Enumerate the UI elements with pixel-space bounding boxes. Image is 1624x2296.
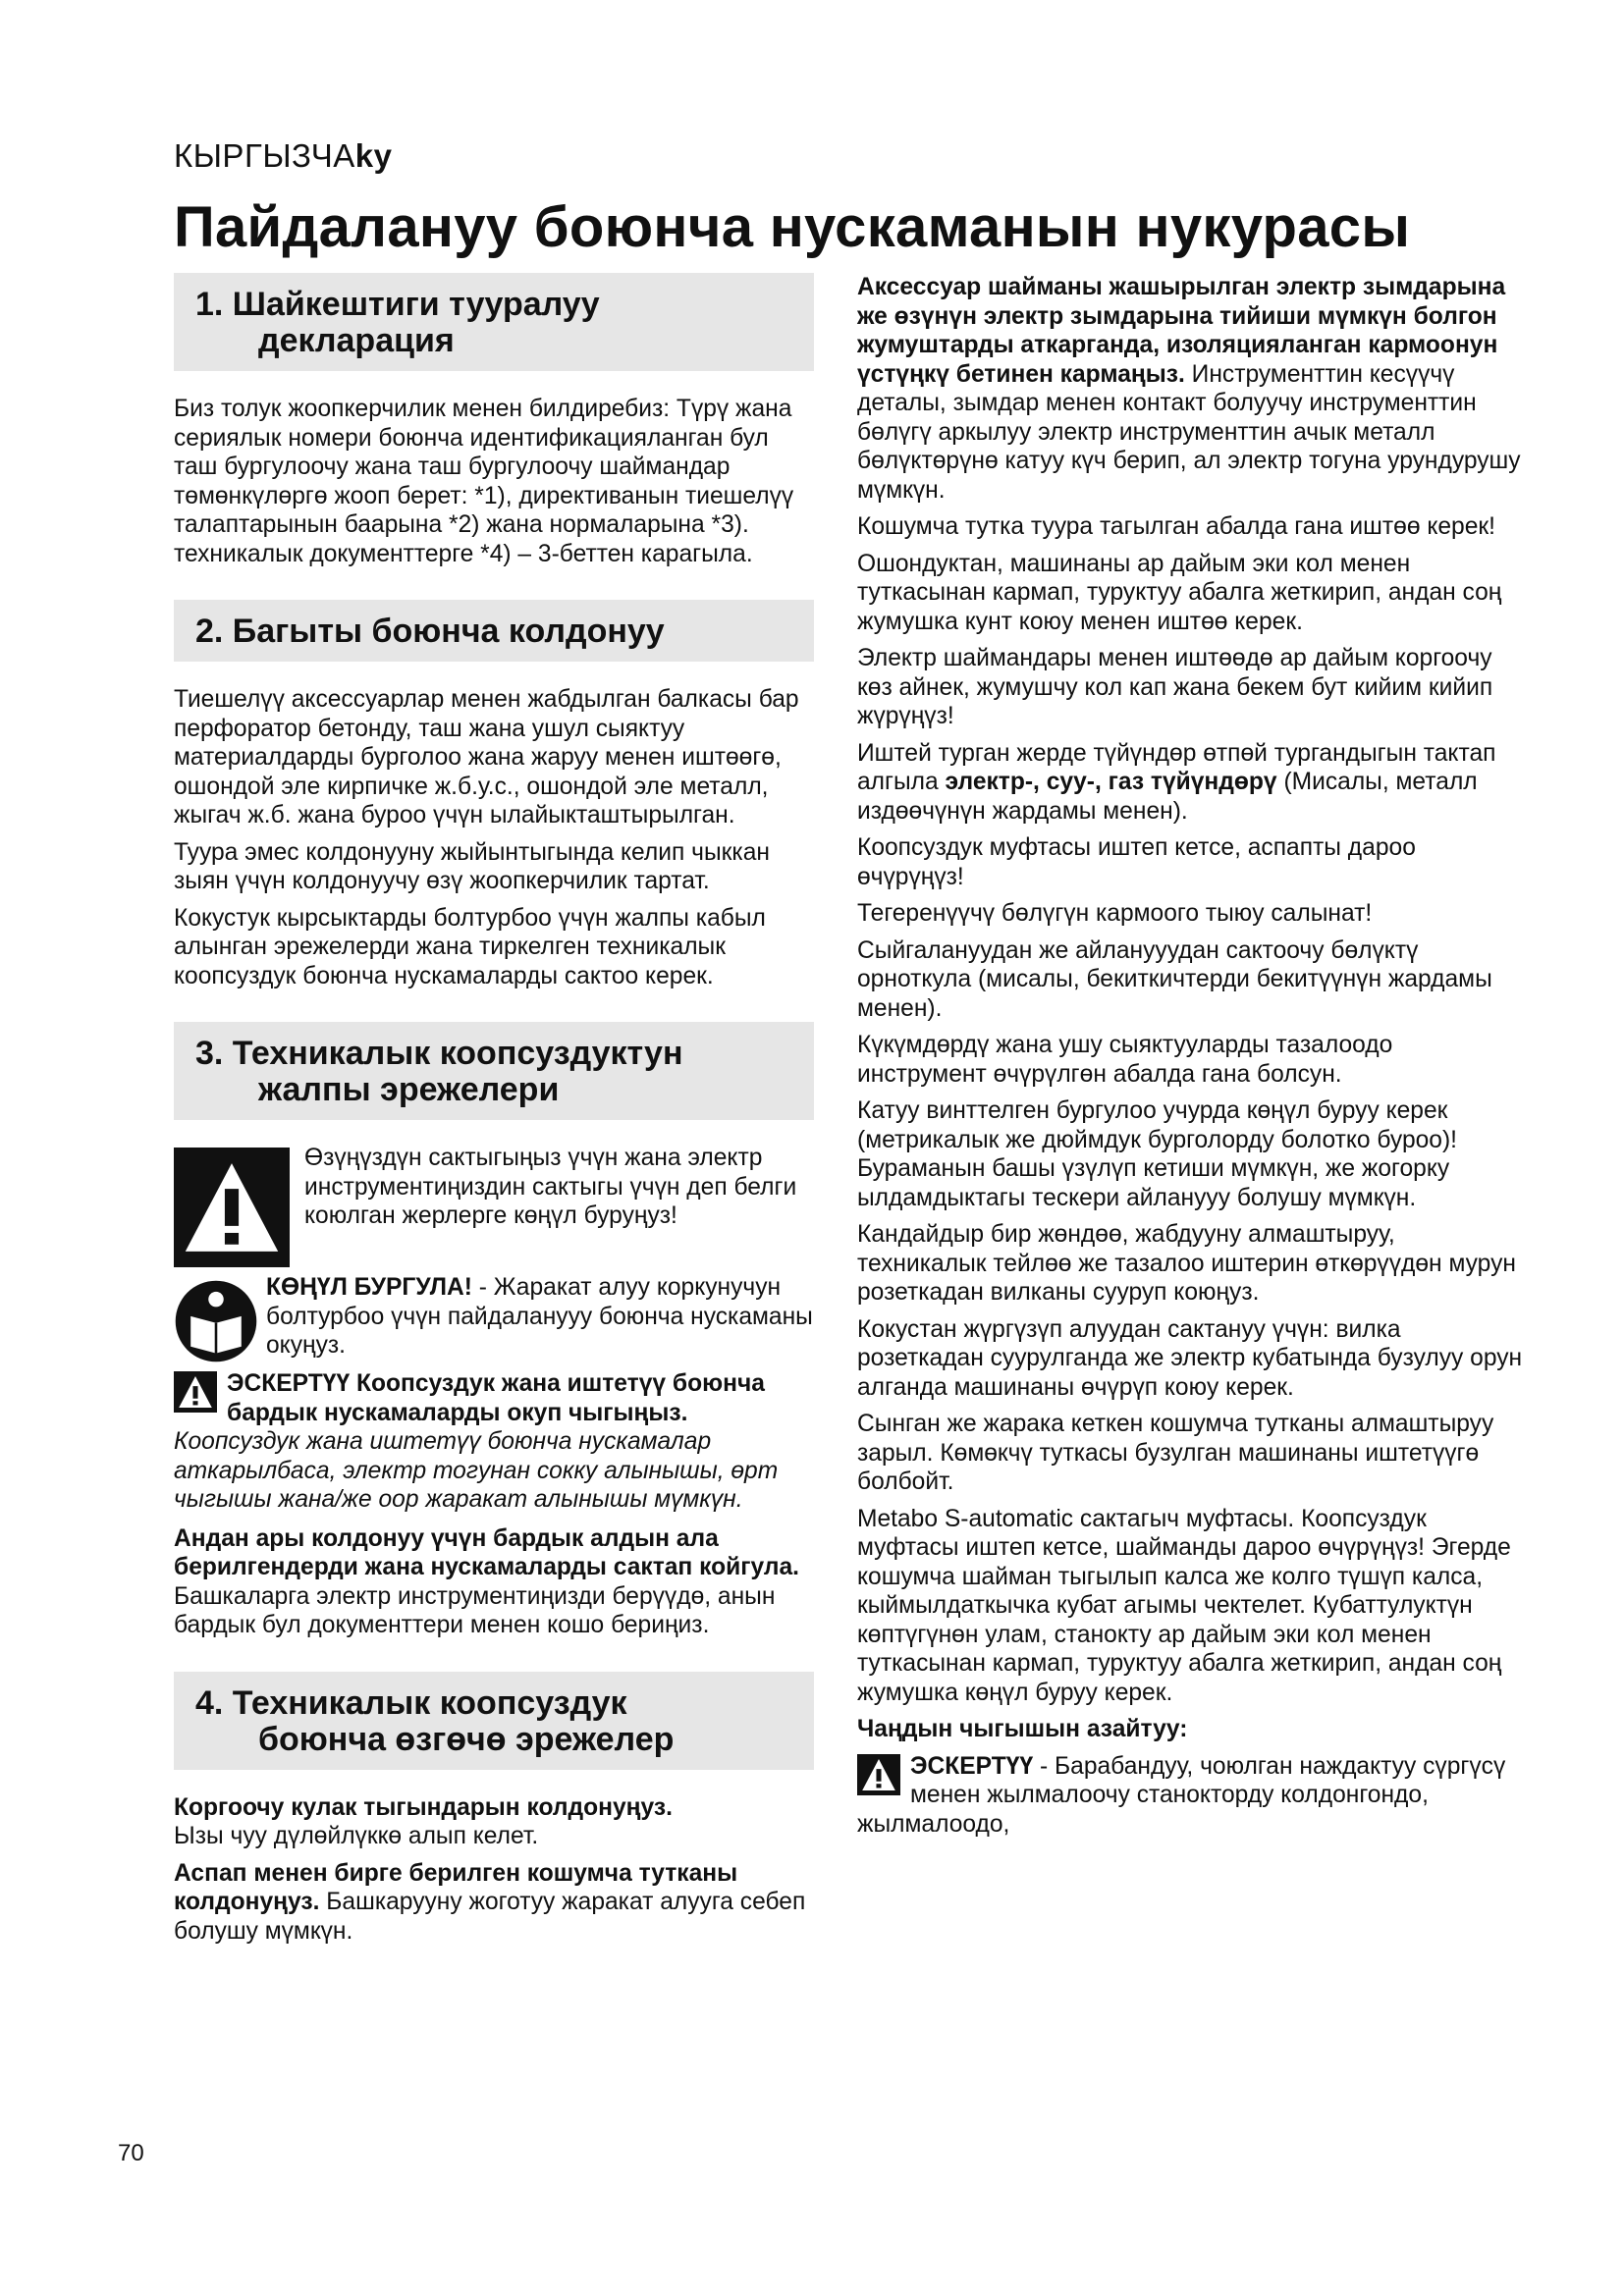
right-text-14: Metabo S-automatic сактагыч муфтасы. Коопсуздук муфтасы иштеп кетсе, шайманды дароо өчүрүңүз! Эгерде кошумча шайман тыгылып калса же колго түшүп калса, кыймылдаткычка кубат агымы чектелет. Кубаттулуктүн көптүгүнөн улам, станокту ар дайым эки кол менен туткасынан кармап, туруктуу абалга жеткирип, андан соң жумушка көңүл буруу керек.	[857, 1505, 1511, 1706]
right-text-7: Тегеренүүчү бөлүгүн кармоого тыюу салынат!	[857, 900, 1373, 927]
warning-triangle-icon	[174, 1148, 290, 1267]
intended-use-text-2: Туура эмес колдонууну жыйынтыгында келип чыккан зыян үчүн колдонуучу өзү жоопкерчилик тартат.	[174, 838, 770, 894]
left-column	[174, 273, 814, 1953]
page-title: Пайдалануу боюнча нускаманын нукурасы	[174, 195, 1411, 259]
right-text-3: Ошондуктан, машинаны ар дайым эки кол менен туткасынан кармап, туруктуу абалга жеткирип, андан соң жумушка кунт коюу менен иштөө керек.	[857, 550, 1502, 635]
read-manual-block	[174, 1273, 814, 1363]
page-number: 70	[118, 2140, 144, 2166]
right-text-13: Сынган же жарака кеткен кошумча тутканы алмаштыруу зарыл. Көмөкчү туткасы бузулган машинаны иштетүүгө болбойт.	[857, 1411, 1494, 1495]
right-text-10: Катуу винттелген бургулоо учурда көңүл буруу керек (метрикалык же дюймдук бурголорду болотко буроо)! Бураманын башы үзүлүп кетиши мүмкүн, же жогорку ылдамдыктагы тескери айланууу болушу мүмкүн.	[857, 1097, 1458, 1211]
right-text-1: Аксессуар шайманы жашырылган электр зымдарына же өзүнүн электр зымдарына тийиши мүмкүн болгон жумуштарды аткарганда, изоляцияланган кармоонун үстүңкү бетинен кармаңыз. Инструменттин кесүүчү деталы, зымдар менен контакт болуучу инструменттин бөлүгү аркылуу электр инструменттин ачык металл бөлүктөрүнө катуу күч берип, ал электр тогуна урундурушу мүмкүн.	[857, 274, 1521, 504]
right-text-11: Кандайдыр бир жөндөө, жабдууну алмаштыруу, техникалык тейлөө же тазалоо иштерин өткөрүүдөн мурун розеткадан вилканы сууруп коюңуз.	[857, 1221, 1516, 1306]
warning-block: ЭСКЕРТҮҮ Коопсуздук жана иштетүү боюнча бардык нускамаларды окуп чыгыңыз. Коопсуздук жана иштетүү боюнча нускамалар аткарылбаса, электр тогунан сокку алынышы, өрт чыгышы жана/же оор жаракат алынышы мүмкүн.	[174, 1370, 779, 1513]
intended-use-text-3: Кокустук кырсыктарды болтурбоо үчүн жалпы кабыл алынган эрежелерди жана тиркелген техникалык коопсуздук боюнча нускамаларды сактоо керек.	[174, 904, 766, 989]
handle-text: Аспап менен бирге берилген кошумча тутканы колдонуңуз. Башкарууну жоготуу жаракат алууга себеп болушу мүмкүн.	[174, 1859, 806, 1945]
section-heading-3: 3. Техникалык коопсуздуктун жалпы эрежелери	[174, 1022, 814, 1120]
section-heading-2: 2. Багыты боюнча колдонуу	[174, 600, 814, 662]
read-manual-text: КӨҢҮЛ БУРГУЛА! - Жаракат алуу коркунучун болтурбоо үчүн пайдаланууу боюнча нускаманы окуңуз.	[266, 1274, 813, 1359]
right-text-8: Сыйгалануудан же айланууудан сактоочу бөлүктү орноткула (мисалы, бекиткичтерди бекитүүнүн жардамы менен).	[857, 936, 1492, 1022]
section-heading-4: 4. Техникалык коопсуздук боюнча өзгөчө эрежелер	[174, 1672, 814, 1770]
keep-instructions-heading: Андан ары колдонуу үчүн бардык алдын ала берилгендерди жана нускамаларды сактап койгула.	[174, 1524, 799, 1580]
language-label: КЫРГЫЗЧАky	[174, 137, 393, 174]
right-text-4: Электр шаймандары менен иштөөдө ар дайым коргоочу көз айнек, жумушчу кол кап жана бекем бут кийим кийип жүрүңүз!	[857, 645, 1493, 729]
read-manual-icon	[174, 1279, 258, 1363]
keep-instructions-text: Башкаларга электр инструментиңизди берүүдө, анын бардык бул документтери менен кошо бериңиз.	[174, 1582, 776, 1638]
right-column	[857, 273, 1527, 1839]
warning-small-icon	[857, 1754, 900, 1795]
right-text-6: Коопсуздук муфтасы иштеп кетсе, аспапты дароо өчүрүңүз!	[857, 834, 1416, 890]
dust-warning-block: ЭСКЕРТҮҮ - Барабандуу, чоюлган наждактуу сүргүсү менен жылмалоочу станокторду колдонгондо, жылмалоодо,	[857, 1752, 1506, 1838]
right-text-5: Иштей турган жерде түйүндөр өтпөй тургандыгын тактап алгыла электр-, суу-, газ түйүндөрү (Мисалы, металл издөөчүнүн жардамы менен).	[857, 739, 1496, 825]
declaration-text: Биз толук жоопкерчилик менен билдиребиз: Түрү жана сериялык номери боюнча идентификацияланган бул таш бургулоочу жана таш бургулоочу шаймандар төмөнкүлөргө жооп берет: *1), директиванын тиешелүү талаптарынын баарына *2) жана нормаларына *3). техникалык документтерге *4) – 3-беттен карагыла.	[174, 396, 794, 567]
safety-note-block	[174, 1144, 814, 1267]
warning-small-icon	[174, 1371, 217, 1413]
right-text-12: Кокустан жүргүзүп алуудан сактануу үчүн: вилка розеткадан суурулганда же электр кубатында бузулуу орун алганда машинаны өчүрүп коюу керек.	[857, 1315, 1523, 1401]
ear-protection-text: Коргоочу кулак тыгындарын колдонуңуз. Ызы чуу дүлөйлүккө алып келет.	[174, 1793, 673, 1849]
section-heading-1: 1. Шайкештиги тууралуу декларация	[174, 273, 814, 371]
safety-note-text: Өзүңүздүн сактыгыңыз үчүн жана электр инструментиңиздин сактыгы үчүн деп белги коюлган жерлерге көңүл буруңуз!	[304, 1145, 797, 1229]
right-text-9: Күкүмдөрдү жана ушу сыяктууларды тазалоодо инструмент өчүрүлгөн абалда гана болсун.	[857, 1032, 1393, 1088]
dust-heading: Чаңдын чыгышын азайтуу:	[857, 1716, 1188, 1742]
right-text-2: Кошумча тутка туура тагылган абалда гана иштөө керек!	[857, 513, 1496, 540]
intended-use-text-1: Тиешелүү аксессуарлар менен жабдылган балкасы бар перфоратор бетонду, таш жана ушул сыяктуу материалдарды бурголоо жана жаруу менен иштөөгө, ошондой эле кирпичке ж.б.у.с., ошондой эле металл, жыгач ж.б. жана буроо үчүн ылайыкташтырылган.	[174, 686, 799, 828]
